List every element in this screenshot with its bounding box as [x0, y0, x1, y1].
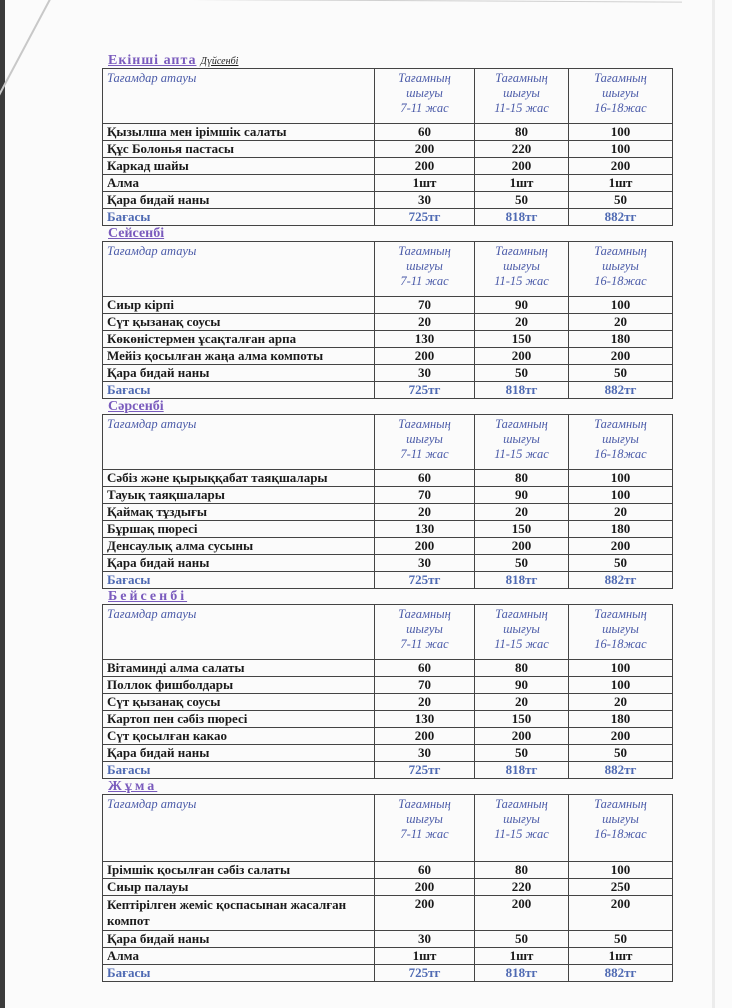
scan-edge [0, 0, 5, 1008]
header-row [103, 69, 673, 124]
portion-value: 80 [475, 660, 569, 677]
dish-name: Поллок фишболдары [103, 677, 375, 694]
dish-name: Қара бидай наны [103, 745, 375, 762]
price-value: 882тг [569, 965, 673, 982]
header-portion-col3 [569, 605, 673, 660]
header-dish-name: Тағамдар атауы [103, 605, 375, 660]
header-line: 16-18жас [594, 447, 647, 461]
header-row [103, 242, 673, 297]
portion-value: 60 [375, 660, 475, 677]
header-line: шығуы [503, 432, 540, 446]
header-line: Тағамның [495, 71, 548, 85]
price-row [103, 762, 673, 779]
header-line: Тағамның [594, 244, 647, 258]
dish-row [103, 896, 673, 931]
portion-value: 50 [475, 192, 569, 209]
dish-name: Кептірілген жеміс қоспасынан жасалған компот [103, 896, 375, 931]
portion-value: 50 [569, 365, 673, 382]
dish-row [103, 879, 673, 896]
price-value: 818тг [475, 382, 569, 399]
dish-row [103, 124, 673, 141]
menu-table [102, 241, 673, 399]
portion-value: 80 [475, 862, 569, 879]
header-portion-col3 [569, 69, 673, 124]
portion-value: 1шт [569, 948, 673, 965]
price-value: 882тг [569, 762, 673, 779]
dish-name: Бұршақ пюресі [103, 521, 375, 538]
portion-value: 90 [475, 487, 569, 504]
dish-name: Денсаулық алма сусыны [103, 538, 375, 555]
header-line: 11-15 жас [494, 827, 549, 841]
dish-row [103, 711, 673, 728]
header-line: 11-15 жас [494, 101, 549, 115]
price-value: 725тг [375, 965, 475, 982]
portion-value: 20 [569, 504, 673, 521]
dish-row [103, 175, 673, 192]
portion-value: 200 [569, 728, 673, 745]
dish-row [103, 141, 673, 158]
dish-row [103, 538, 673, 555]
dish-name: Қаймақ тұздығы [103, 504, 375, 521]
dish-row [103, 521, 673, 538]
header-line: 16-18жас [594, 637, 647, 651]
header-line: шығуы [503, 86, 540, 100]
portion-value: 30 [375, 365, 475, 382]
portion-value: 200 [569, 538, 673, 555]
header-dish-name: Тағамдар атауы [103, 242, 375, 297]
portion-value: 90 [475, 297, 569, 314]
header-portion-col1 [375, 415, 475, 470]
day-label: Дүйсенбі [200, 56, 239, 67]
header-line: Тағамның [495, 244, 548, 258]
dish-name: Ірімшік қосылған сәбіз салаты [103, 862, 375, 879]
price-value: 882тг [569, 209, 673, 226]
dish-row [103, 331, 673, 348]
header-line: шығуы [503, 259, 540, 273]
portion-value: 1шт [475, 948, 569, 965]
portion-value: 150 [475, 331, 569, 348]
portion-value: 70 [375, 297, 475, 314]
paper-fold-line [0, 0, 53, 111]
price-value: 725тг [375, 572, 475, 589]
dish-row [103, 504, 673, 521]
header-line: Тағамның [594, 417, 647, 431]
price-value: 882тг [569, 382, 673, 399]
header-line: 11-15 жас [494, 637, 549, 651]
portion-value: 180 [569, 711, 673, 728]
portion-value: 200 [375, 158, 475, 175]
dish-row [103, 745, 673, 762]
portion-value: 200 [375, 879, 475, 896]
dish-name: Сәбіз және қырыққабат таяқшалары [103, 470, 375, 487]
dish-name: Мейіз қосылған жаңа алма компоты [103, 348, 375, 365]
week-title: Екінші апта [108, 53, 197, 68]
portion-value: 180 [569, 521, 673, 538]
price-row [103, 382, 673, 399]
portion-value: 70 [375, 487, 475, 504]
day-title: Сәрсенбі [108, 399, 164, 414]
header-portion-col3 [569, 795, 673, 862]
header-row [103, 605, 673, 660]
day-title: Жұма [108, 779, 158, 794]
day-title: Сейсенбі [108, 226, 165, 241]
portion-value: 130 [375, 521, 475, 538]
portion-value: 100 [569, 677, 673, 694]
price-value: 818тг [475, 762, 569, 779]
dish-name: Қара бидай наны [103, 555, 375, 572]
dish-name: Алма [103, 948, 375, 965]
header-line: 7-11 жас [400, 637, 449, 651]
portion-value: 80 [475, 470, 569, 487]
header-portion-col1 [375, 242, 475, 297]
portion-value: 200 [375, 728, 475, 745]
header-line: Тағамның [398, 417, 451, 431]
dish-name: Құс Болонья пастасы [103, 141, 375, 158]
dish-row [103, 555, 673, 572]
dish-name: Алма [103, 175, 375, 192]
header-portion-col2 [475, 415, 569, 470]
price-value: 882тг [569, 572, 673, 589]
dish-name: Сүт қызанақ соусы [103, 314, 375, 331]
dish-name: Вітаминді алма салаты [103, 660, 375, 677]
header-line: шығуы [503, 812, 540, 826]
dish-name: Қара бидай наны [103, 931, 375, 948]
header-line: шығуы [503, 622, 540, 636]
dish-name: Көкөністермен ұсақталған арпа [103, 331, 375, 348]
portion-value: 200 [375, 538, 475, 555]
portion-value: 130 [375, 711, 475, 728]
price-row [103, 209, 673, 226]
portion-value: 20 [475, 314, 569, 331]
header-line: 11-15 жас [494, 447, 549, 461]
portion-value: 50 [475, 931, 569, 948]
header-line: Тағамның [398, 244, 451, 258]
dish-name: Сиыр палауы [103, 879, 375, 896]
header-line: шығуы [602, 86, 639, 100]
portion-value: 30 [375, 555, 475, 572]
day-title: Бейсенбі [108, 589, 188, 604]
header-portion-col2 [475, 795, 569, 862]
header-dish-name: Тағамдар атауы [103, 69, 375, 124]
portion-value: 20 [569, 694, 673, 711]
header-row [103, 795, 673, 862]
price-value: 818тг [475, 572, 569, 589]
header-line: шығуы [602, 432, 639, 446]
price-value: 725тг [375, 209, 475, 226]
header-line: 16-18жас [594, 827, 647, 841]
dish-row [103, 297, 673, 314]
portion-value: 90 [475, 677, 569, 694]
price-value: 725тг [375, 382, 475, 399]
portion-value: 60 [375, 862, 475, 879]
header-dish-name: Тағамдар атауы [103, 795, 375, 862]
header-line: Тағамның [398, 71, 451, 85]
dish-name: Қызылша мен ірімшік салаты [103, 124, 375, 141]
dish-name: Қара бидай наны [103, 192, 375, 209]
dish-name: Сиыр кірпі [103, 297, 375, 314]
header-line: 16-18жас [594, 274, 647, 288]
portion-value: 150 [475, 521, 569, 538]
portion-value: 1шт [375, 948, 475, 965]
portion-value: 200 [569, 158, 673, 175]
portion-value: 130 [375, 331, 475, 348]
portion-value: 150 [475, 711, 569, 728]
header-line: Тағамның [398, 607, 451, 621]
header-line: 7-11 жас [400, 447, 449, 461]
header-portion-col1 [375, 69, 475, 124]
header-portion-col3 [569, 242, 673, 297]
price-row [103, 965, 673, 982]
portion-value: 100 [569, 141, 673, 158]
portion-value: 50 [475, 365, 569, 382]
portion-value: 100 [569, 487, 673, 504]
price-value: 818тг [475, 209, 569, 226]
portion-value: 200 [475, 158, 569, 175]
header-line: шығуы [602, 259, 639, 273]
portion-value: 30 [375, 745, 475, 762]
header-line: 7-11 жас [400, 101, 449, 115]
dish-row [103, 348, 673, 365]
portion-value: 200 [375, 896, 475, 931]
portion-value: 100 [569, 862, 673, 879]
menu-document [102, 54, 672, 983]
header-portion-col1 [375, 795, 475, 862]
portion-value: 200 [375, 348, 475, 365]
header-line: шығуы [602, 622, 639, 636]
dish-row [103, 314, 673, 331]
header-portion-col1 [375, 605, 475, 660]
header-line: 16-18жас [594, 101, 647, 115]
header-line: шығуы [406, 432, 443, 446]
dish-name: Қара бидай наны [103, 365, 375, 382]
header-line: 11-15 жас [494, 274, 549, 288]
dish-row [103, 470, 673, 487]
price-row [103, 572, 673, 589]
portion-value: 100 [569, 470, 673, 487]
dish-row [103, 365, 673, 382]
price-label: Бағасы [103, 572, 375, 589]
paper-right-edge [712, 0, 715, 1008]
header-portion-col2 [475, 605, 569, 660]
portion-value: 200 [475, 538, 569, 555]
header-line: Тағамның [495, 797, 548, 811]
header-line: 7-11 жас [400, 827, 449, 841]
price-label: Бағасы [103, 209, 375, 226]
paper-top-edge [82, 0, 682, 3]
header-portion-col3 [569, 415, 673, 470]
dish-name: Сүт қызанақ соусы [103, 694, 375, 711]
header-line: шығуы [406, 622, 443, 636]
header-line: Тағамның [594, 797, 647, 811]
price-label: Бағасы [103, 382, 375, 399]
portion-value: 20 [475, 694, 569, 711]
portion-value: 200 [569, 348, 673, 365]
dish-name: Каркад шайы [103, 158, 375, 175]
portion-value: 200 [475, 896, 569, 931]
portion-value: 20 [375, 504, 475, 521]
price-value: 818тг [475, 965, 569, 982]
portion-value: 50 [475, 555, 569, 572]
portion-value: 30 [375, 931, 475, 948]
menu-table [102, 68, 673, 226]
portion-value: 50 [569, 192, 673, 209]
portion-value: 80 [475, 124, 569, 141]
portion-value: 50 [475, 745, 569, 762]
portion-value: 200 [475, 348, 569, 365]
portion-value: 200 [569, 896, 673, 931]
header-line: шығуы [406, 86, 443, 100]
portion-value: 1шт [475, 175, 569, 192]
portion-value: 50 [569, 555, 673, 572]
portion-value: 250 [569, 879, 673, 896]
portion-value: 30 [375, 192, 475, 209]
header-dish-name: Тағамдар атауы [103, 415, 375, 470]
dish-name: Тауық таяқшалары [103, 487, 375, 504]
dish-row [103, 931, 673, 948]
header-line: Тағамның [495, 417, 548, 431]
dish-row [103, 158, 673, 175]
portion-value: 180 [569, 331, 673, 348]
menu-table [102, 414, 673, 589]
header-line: Тағамның [398, 797, 451, 811]
dish-row [103, 728, 673, 745]
header-line: Тағамның [495, 607, 548, 621]
portion-value: 60 [375, 470, 475, 487]
price-label: Бағасы [103, 762, 375, 779]
header-row [103, 415, 673, 470]
dish-row [103, 487, 673, 504]
header-line: Тағамның [594, 71, 647, 85]
portion-value: 20 [375, 314, 475, 331]
dish-row [103, 694, 673, 711]
header-portion-col2 [475, 242, 569, 297]
portion-value: 220 [475, 141, 569, 158]
portion-value: 100 [569, 124, 673, 141]
portion-value: 100 [569, 660, 673, 677]
portion-value: 70 [375, 677, 475, 694]
portion-value: 60 [375, 124, 475, 141]
header-line: шығуы [406, 259, 443, 273]
portion-value: 220 [475, 879, 569, 896]
portion-value: 100 [569, 297, 673, 314]
dish-row [103, 660, 673, 677]
dish-row [103, 677, 673, 694]
portion-value: 20 [569, 314, 673, 331]
dish-row [103, 862, 673, 879]
day-title [108, 54, 672, 68]
header-line: шығуы [406, 812, 443, 826]
portion-value: 20 [475, 504, 569, 521]
dish-row [103, 948, 673, 965]
header-portion-col2 [475, 69, 569, 124]
header-line: Тағамның [594, 607, 647, 621]
header-line: шығуы [602, 812, 639, 826]
portion-value: 200 [475, 728, 569, 745]
price-value: 725тг [375, 762, 475, 779]
dish-name: Сүт қосылған какао [103, 728, 375, 745]
dish-name: Картоп пен сәбіз пюресі [103, 711, 375, 728]
portion-value: 20 [375, 694, 475, 711]
portion-value: 1шт [569, 175, 673, 192]
price-label: Бағасы [103, 965, 375, 982]
menu-table [102, 794, 673, 982]
menu-table [102, 604, 673, 779]
portion-value: 1шт [375, 175, 475, 192]
dish-row [103, 192, 673, 209]
portion-value: 50 [569, 745, 673, 762]
portion-value: 200 [375, 141, 475, 158]
portion-value: 50 [569, 931, 673, 948]
header-line: 7-11 жас [400, 274, 449, 288]
